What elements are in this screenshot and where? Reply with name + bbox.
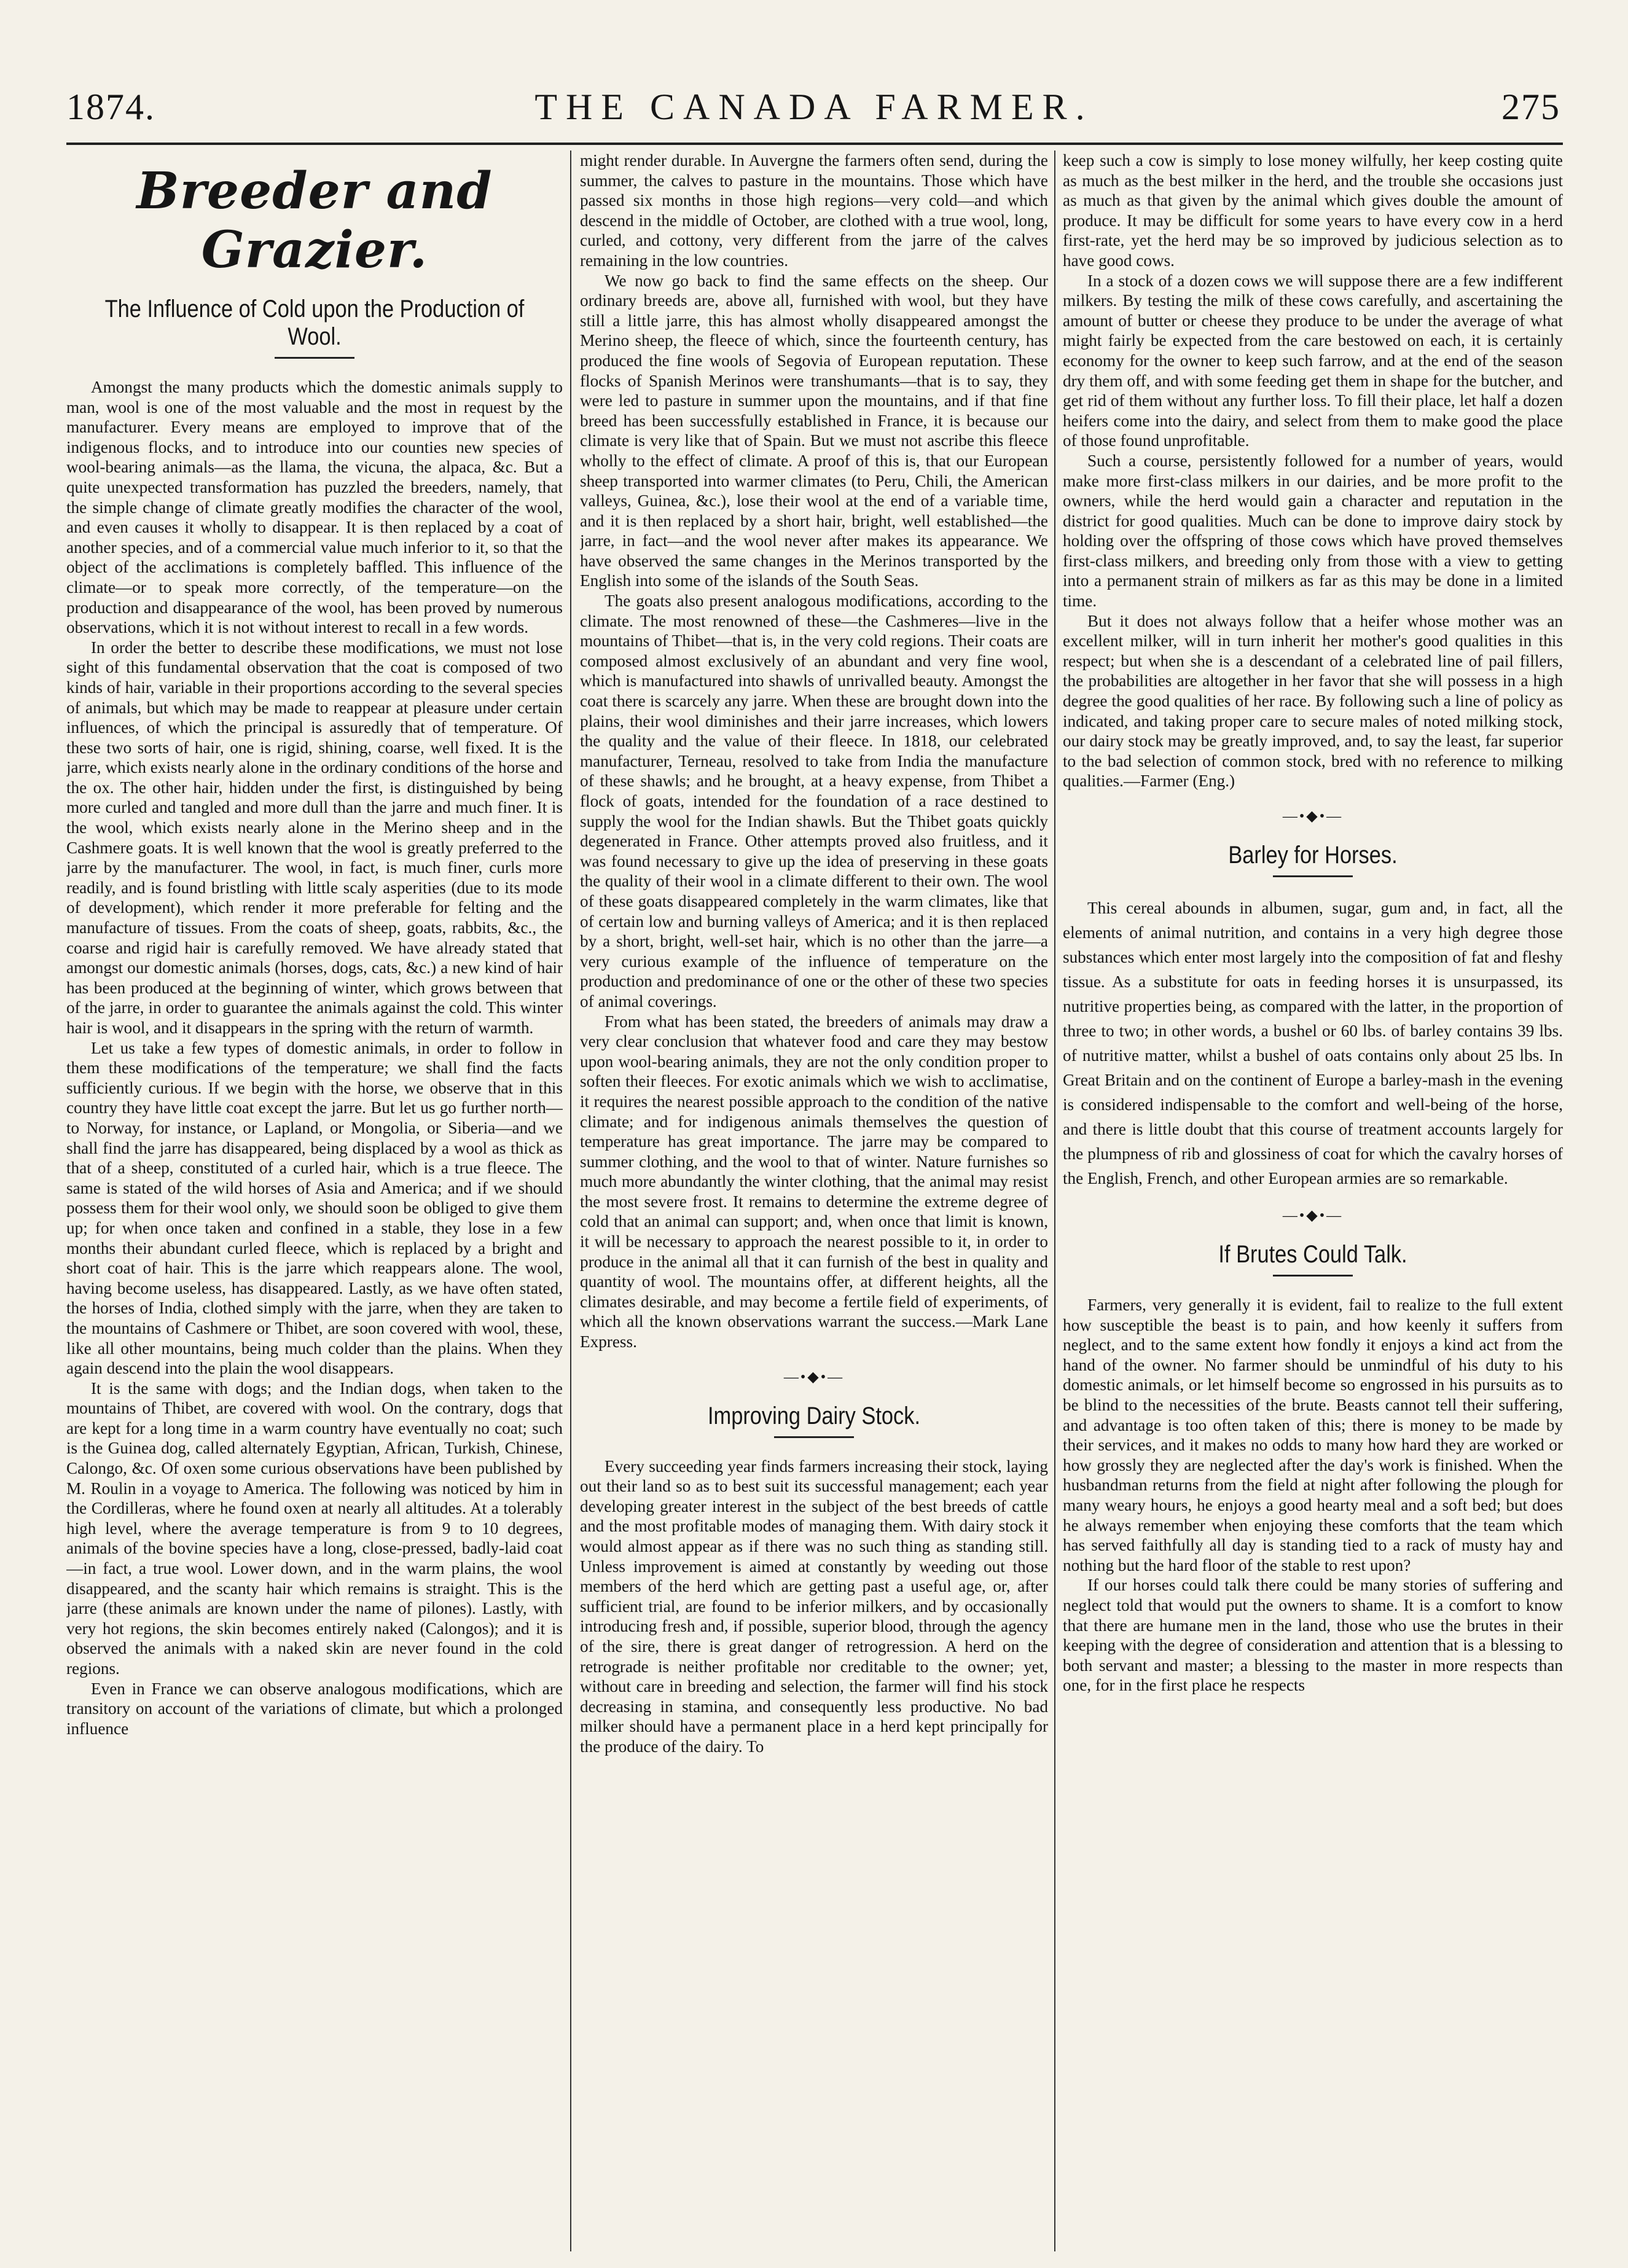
title-rule (774, 1436, 854, 1438)
barley-paragraph: This cereal abounds in albumen, sugar, gum and, in fact, all the elements of animal nutrition, and contains in a very high degree those substances which enter most largely into the composition of fat and fleshy tissue. As a substitute for oats in feeding horses it is unsurpassed, its nutritive properties being, as compared with the latter, in the proportion of three to two; in other words, a bushel or 60 lbs. of barley contains 39 lbs. of nutritive matter, whilst a bushel of oats contains only about 25 lbs. In Great Britain and on the continent of Europe a barley-mash in the evening is considered indispensable to the comfort and well-being of the horse, and there is little doubt that this course of treatment accounts largely for the plumpness of rib and glossiness of coat for which the cavalry horses of the English, French, and other European armies are so remarkable. (1063, 899, 1563, 1187)
article-title-barley: Barley for Horses. (1228, 842, 1398, 869)
column-rule-1 (570, 151, 571, 2251)
wool-paragraph: Even in France we can observe analogous modifications, which are transitory on account of the variations of climate, but which a prolonged influence (66, 1679, 563, 1738)
article-separator: —•◆•— (1282, 808, 1344, 824)
dairy-paragraph: Every succeeding year finds farmers increasing their stock, laying out their land so as to best suit its successful management; each year developing greater interest in the subject of the best breeds of cattle and the most profitable modes of managing them. With dairy stock it would almost appear as if there was no such thing as standing still. Unless improvement is aimed at constantly by weeding out those members of the herd which are getting past a useful age, or, after sufficient trial, are found to be inferior milkers, and by occasionally introducing fresh and, if possible, superior blood, through the agency of the sire, there is great danger of retrogression. A herd on the retrograde is neither profitable nor creditable to the owner; yet, without care in breeding and selection, the farmer will find his stock decreasing in stamina, and consequently less productive. No bad milker should have a permanent place in a herd kept principally for the produce of the dairy. To (580, 1457, 1048, 1756)
wool-paragraph: We now go back to find the same effects on the sheep. Our ordinary breeds are, above all, furnished with wool, but they have still a little jarre, this has almost wholly disappeared amongst the Merino sheep, the fleece of which, since the fourteenth century, has produced the fine wools of Segovia of European reputation. These flocks of Spanish Merinos were transhumants—that is to say, they were led to pasture in summer upon the mountains, and if that fine breed has been successfully established in France, it is because our climate is very like that of Spain. But we must not ascribe this fleece wholly to the effect of climate. A proof of this is, that our European sheep transported into warmer climates (to Peru, Chili, the American valleys, Guinea, &c.), lose their wool at the end of a variable time, and it is then replaced by a short hair, bright, well established—the jarre, in fact—and the wool never after makes its appearance. We have observed the same changes in the Merinos transported by the English into some of the islands of the South Seas. (580, 271, 1048, 590)
wool-paragraph: might render durable. In Auvergne the farmers often send, during the summer, the calves to pasture in the mountains. Those which have passed six months in those high regions—very cold—and which descend in the middle of October, are clothed with a true wool, long, curled, and cottony, very different from the jarre of the calves remaining in the low countries. (580, 151, 1048, 270)
issue-year: 1874. (66, 87, 155, 127)
article-separator: —•◆•— (783, 1369, 845, 1385)
wool-paragraph: Let us take a few types of domestic animals, in order to follow in them these modifications of the temperature; we shall find the facts sufficiently curious. If we begin with the horse, we observe that in this country they have little coat except the jarre. But let us go further north—to Norway, for instance, or Lapland, or Mongolia, or Siberia—and we shall find the jarre has disappeared, being displaced by a wool as thick as that of a sheep, constituted of a curled hair, which is a true fleece. The same is stated of the wild horses of Asia and America; and if we should possess them for their wool only, we should soon be obliged to give them up; for when once taken and confined in a stable, they lose in a few months their abundant curled fleece, which is replaced by a bright and short coat of hair. This is the jarre which reappears alone. The wool, having become useless, has disappeared. Lastly, as we have often stated, the horses of India, clothed simply with the jarre, when they are taken to the mountains of Cashmere or Thibet, are soon covered with wool, these, like all other mountains, being much colder than the plains. When they again descend into the plain the wool disappears. (66, 1038, 563, 1378)
title-rule (275, 357, 354, 359)
dairy-paragraph: But it does not always follow that a heifer whose mother was an excellent milker, will in turn inherit her mother's good qualities in this respect; but when she is a descendant of a celebrated line of pail fillers, the probabilities are altogether in her favor that she will possess in a high degree the good qualities of her race. By following such a line of policy as indicated, and taking proper care to secure males of noted milking stock, our dairy stock may be greatly improved, and, to say the least, far superior to the bad selection of common stock, bred with no reference to milking qualities.—Farmer (Eng.) (1063, 611, 1563, 791)
masthead (0, 0, 1628, 147)
column-2 (580, 151, 1048, 2251)
dairy-paragraph: Such a course, persistently followed for a number of years, would make more first-class milkers in our dairies, and be more profit to the owners, while the herd would gain a character and reputation in the district for good qualities. Much can be done to improve dairy stock by holding over the offspring of those cows which have proved themselves first-class milkers, and breeding only from those with a view to getting into a permanent strain of milkers as far as this may be done in a limited time. (1063, 451, 1563, 611)
page-number: 275 (1501, 87, 1560, 127)
wool-paragraph: From what has been stated, the breeders of animals may draw a very clear conclusion that whatever food and care they may bestow upon wool-bearing animals, they are not the only condition proper to soften their fleeces. For exotic animals which we wish to acclimatise, it requires the nearest possible approach to the condition of the native climate; and for indigenous animals themselves the question of temperature has great importance. The jarre may be compared to summer clothing, and the wool to that of winter. Nature furnishes so much more abundantly the winter clothing, that the animal may resist the most severe frost. It remains to determine the extreme degree of cold that an animal can support; and, when once that limit is known, it will be necessary to approach the nearest possible to it, in order to produce in the animal all that it can furnish of the best in quality and quantity of wool. The mountains offer, at different heights, all the climates desirable, and may become a fertile field of experiments, of which all the known observations warrant the success.—Mark Lane Express. (580, 1012, 1048, 1351)
wool-paragraph: It is the same with dogs; and the Indian dogs, when taken to the mountains of Thibet, are covered with wool. On the contrary, dogs that are kept for a long time in a warm country have eventually no coat; such is the Guinea dog, called alternately Egyptian, African, Turkish, Chinese, Calongo, &c. Of oxen some curious observations have been published by M. Roulin in a voyage to America. The following was noticed by him in the Cordilleras, where he found oxen at nearly all altitudes. At a tolerably high level, where the average temperature is from 9 to 10 degrees, animals of the bovine species have a long, close-pressed, badly-laid coat—in fact, a true wool. Lower down, and in the warm plains, the wool disappeared, and the scanty hair which remains is straight. This is the jarre (these animals are known under the name of pilones). Lastly, with very hot regions, the skin becomes entirely naked (Calongos); and it is observed the animals with a naked skin are never found in the cold regions. (66, 1378, 563, 1678)
wool-paragraph: The goats also present analogous modifications, according to the climate. The most renowned of these—the Cashmeres—live in the mountains of Thibet—that is, in the very cold regions. Their coats are composed almost exclusively of an abundant and very fine wool, which is manufactured into shawls of unrivalled beauty. Amongst the coat there is scarcely any jarre. When these are brought down into the plains, their wool diminishes and their jarre increases, which lowers the quality and the value of their fleece. In 1818, our celebrated manufacturer, Terneau, resolved to take from India the manufacture of these shawls; and he brought, at a heavy expense, from Thibet a flock of goats, intended for the foundation of a race destined to supply the wool for the Indian shawls. But the Thibet goats quickly degenerated in France. Other attempts proved also fruitless, and it was found necessary to give up the idea of preserving in these goats the quality of their wool in a climate different to their own. The wool of these goats disappeared completely in the warm climates, like that of certain low and burning valleys of America; and it is then replaced by a short, bright, well-set hair, which is no other than the jarre—a very curious example of the influence of temperature on the production and predominance of one or the other of these two species of animal coverings. (580, 592, 1048, 1011)
title-rule (1273, 875, 1353, 877)
article-title-wool: The Influence of Cold upon the Production of Wool. (104, 295, 525, 350)
section-heading: Breeder and Grazier. (136, 162, 493, 280)
article-separator: —•◆•— (1282, 1208, 1344, 1224)
brutes-paragraph: Farmers, very generally it is evident, fail to realize to the full extent how susceptible the beast is to pain, and how keenly it suffers from neglect, and to the same extent how fondly it enjoys a kind act from the hand of the owner. No farmer should be unmindful of his duty to his domestic animals, or let himself become so engrossed in his pursuits as to be blind to the necessities of the brute. Beasts cannot tell their suffering, and advantage is too often taken of this; there is money to be made by their services, and it makes no odds to many how hard they are worked or how grossly they are neglected after the day's work is finished. When the husbandman returns from the field at night after following the plough for many weary hours, he enjoys a good hearty meal and a soft bed; but does he always remember when enjoying these comforts that the team which has served faithfully all day is standing tied to a rack of musty hay and nothing but the hard floor of the stable to rest upon? (1063, 1296, 1563, 1574)
wool-paragraph: In order the better to describe these modifications, we must not lose sight of this fundamental observation that the coat is composed of two kinds of hair, variable in their proportions according to the several species of animals, but which may be made to reappear at pleasure under certain influences, of which the principal is assuredly that of temperature. Of these two sorts of hair, one is rigid, shining, coarse, well fixed. It is the jarre, which exists nearly alone in the ordinary conditions of the horse and the ox. The other hair, hidden under the first, is distinguished by being more curled and tangled and more dull than the jarre and much finer. It is the wool, which exists nearly alone in the Merino sheep and in the Cashmere goats. It is well known that the wool is greatly preferred to the jarre by the manufacturer. The wool, in fact, is much finer, curls more readily, and is found bristling with little scaly asperities (due to its mode of development), which render it more preferable for felting and the manufacture of tissues. From the coats of sheep, goats, rabbits, &c., the coarse and rigid hair is carefully removed. We have already stated that amongst our domestic animals (horses, dogs, cats, &c.) a new kind of hair has been produced at the beginning of winter, which grows between that of the jarre, in order to guarantee the animals against the cold. This winter hair is wool, and it disappears in the spring with the return of warmth. (66, 638, 563, 1037)
dairy-paragraph: keep such a cow is simply to lose money wilfully, her keep costing quite as much as the best milker in the herd, and the trouble she occasions just as much as that given by the animal which gives double the amount of produce. It may be difficult for some years to have every cow in a herd first-rate, yet the herd may be so improved by judicious selection as to have good cows. (1063, 151, 1563, 270)
dairy-paragraph: In a stock of a dozen cows we will suppose there are a few indifferent milkers. By testing the milk of these cows carefully, and ascertaining the amount of butter or cheese they produce to be under the average of what might fairly be expected from the care bestowed on each, it is certainly economy for the owner to keep such farrow, and at the end of the season dry them off, and with some feeding get them in shape for the butcher, and get rid of them without any further loss. To fill their place, let half a dozen heifers come into the dairy, and select from them to make good the place of those found unprofitable. (1063, 271, 1563, 450)
newspaper-title: THE CANADA FARMER. (534, 87, 1094, 127)
column-3 (1063, 151, 1563, 2251)
article-title-brutes: If Brutes Could Talk. (1218, 1241, 1407, 1268)
column-rule-2 (1054, 151, 1055, 2251)
wool-paragraph: Amongst the many products which the domestic animals supply to man, wool is one of the most valuable and the most in request by the manufacturer. Every means are employed to improve that of the indigenous flocks, and to introduce into our counties new species of wool-bearing animals—as the llama, the vicuna, the alpaca, &c. But a quite unexpected transformation has puzzled the breeders, namely, that the simple change of climate greatly modifies the character of the wool, and even causes it wholly to disappear. It is then replaced by a coat of another species, and of a commercial value much inferior to it, so that the object of the acclimations is completely baffled. This influence of the climate—or to speak more correctly, of the temperature—on the production and disappearance of the wool, has been proved by numerous observations, which it is not without interest to recall in a few words. (66, 378, 563, 637)
brutes-paragraph: If our horses could talk there could be many stories of suffering and neglect told that would put the owners to shame. It is a comfort to know that there are humane men in the land, those who use the brutes in their keeping with the degree of consideration and attention that is a blessing to both servant and master; a blessing to the master in more respects than one, for in the first place he respects (1063, 1576, 1563, 1695)
column-1 (66, 151, 563, 2251)
article-title-dairy: Improving Dairy Stock. (707, 1402, 921, 1429)
masthead-rule (66, 143, 1563, 145)
title-rule (1273, 1275, 1353, 1277)
